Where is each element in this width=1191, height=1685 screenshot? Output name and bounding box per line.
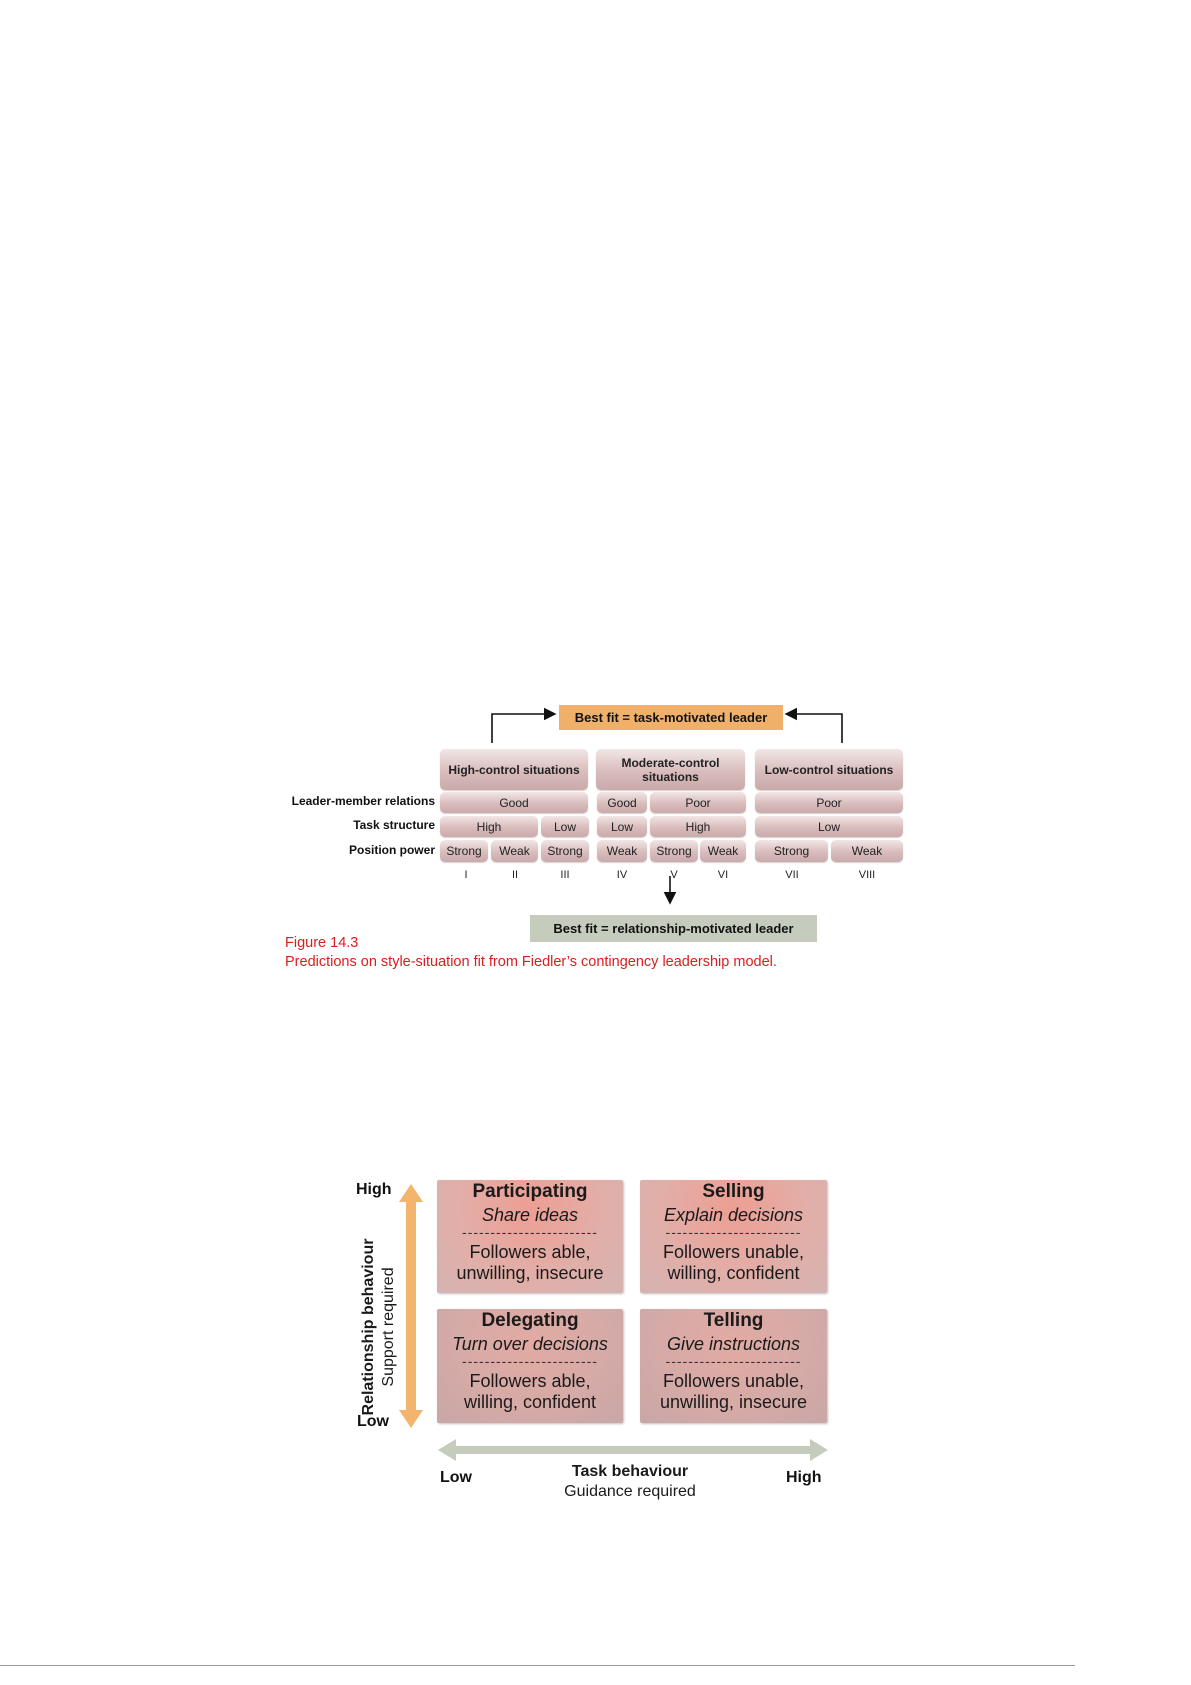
best-fit-task-box: Best fit = task-motivated leader [559,705,783,730]
cell-task-low-3: Low [755,816,903,837]
octant-label: II [511,869,519,881]
quadrant-title: Participating [472,1181,588,1202]
header-moderate-control: Moderate-control situations [596,749,745,790]
quadrant-divider: ------------------------ [462,1224,598,1240]
quadrant-line-1: Followers able, [469,1371,591,1391]
best-fit-relationship-box: Best fit = relationship-motivated leader [530,915,817,942]
row-label-position-power: Position power [348,843,435,857]
cell-power-strong-1: Strong [440,840,488,862]
header-low-control: Low-control situations [755,749,903,790]
quadrant-title: Telling [703,1310,764,1331]
octant-label: VIII [858,869,876,881]
quadrant-line-1: Followers able, [469,1242,591,1262]
cell-task-low-1: Low [541,816,589,837]
octant-label: V [670,869,678,881]
arrow-high-to-task [492,714,555,743]
quadrant-participating [437,1180,623,1293]
x-axis-title: Task behaviour [571,1463,689,1480]
cell-lmr-poor-low: Poor [755,792,903,813]
row-label-task-structure: Task structure [353,818,435,832]
y-axis-high-label: High [356,1181,392,1198]
quadrant-line-2: willing, confident [667,1263,800,1283]
octant-label: VII [785,869,799,881]
quadrant-line-1: Followers unable, [662,1242,805,1262]
x-axis-subtitle: Guidance required [564,1483,696,1500]
quadrant-line-2: unwilling, insecure [659,1392,808,1412]
quadrant-subtitle: Explain decisions [663,1205,804,1225]
y-axis-title: Relationship behaviour [360,1238,377,1416]
cell-power-weak-3: Weak [700,840,746,862]
quadrant-line-2: unwilling, insecure [456,1263,604,1283]
y-axis-low-label: Low [357,1413,389,1430]
octant-label: III [560,869,570,881]
cell-power-weak-1: Weak [491,840,538,862]
octant-label: VI [717,869,729,881]
cell-task-low-2: Low [597,816,647,837]
octant-label: I [464,869,468,881]
horizontal-double-arrow [436,1437,830,1463]
x-axis-high-label: High [786,1469,822,1486]
cell-power-strong-4: Strong [755,840,828,862]
quadrant-divider: ------------------------ [462,1353,598,1369]
cell-task-high-2: High [650,816,746,837]
cell-power-strong-3: Strong [650,840,698,862]
quadrant-title: Selling [702,1181,765,1202]
quadrant-line-2: willing, confident [463,1392,597,1412]
quadrant-subtitle: Turn over decisions [452,1334,608,1354]
x-axis-low-label: Low [440,1469,472,1486]
cell-power-strong-2: Strong [541,840,589,862]
figure-caption-text: Predictions on style-situation fit from Fiedler’s contingency leadership model. [285,954,777,970]
figure-caption-number: Figure 14.3 [285,935,359,951]
y-axis-subtitle: Support required [380,1267,397,1387]
quadrant-subtitle: Share ideas [481,1205,579,1225]
row-label-leader-member: Leader-member relations [291,794,435,808]
footer-rule [0,1665,1075,1666]
arrow-low-to-task [786,714,842,743]
cell-lmr-good-moderate: Good [597,792,647,813]
quadrant-delegating [437,1309,623,1423]
cell-lmr-good-high: Good [440,792,588,813]
cell-power-weak-4: Weak [831,840,903,862]
quadrant-subtitle: Give instructions [666,1334,801,1354]
quadrant-title: Delegating [481,1310,579,1331]
header-high-control: High-control situations [440,749,588,790]
cell-lmr-poor-moderate: Poor [650,792,746,813]
quadrant-telling [640,1309,827,1423]
quadrant-divider: ------------------------ [665,1224,802,1240]
quadrant-divider: ------------------------ [665,1353,802,1369]
quadrant-selling [640,1180,827,1293]
octant-label: IV [616,869,628,881]
quadrant-line-1: Followers unable, [662,1371,805,1391]
cell-task-high-1: High [440,816,538,837]
y-axis-title-block [359,1227,403,1427]
cell-power-weak-2: Weak [597,840,647,862]
